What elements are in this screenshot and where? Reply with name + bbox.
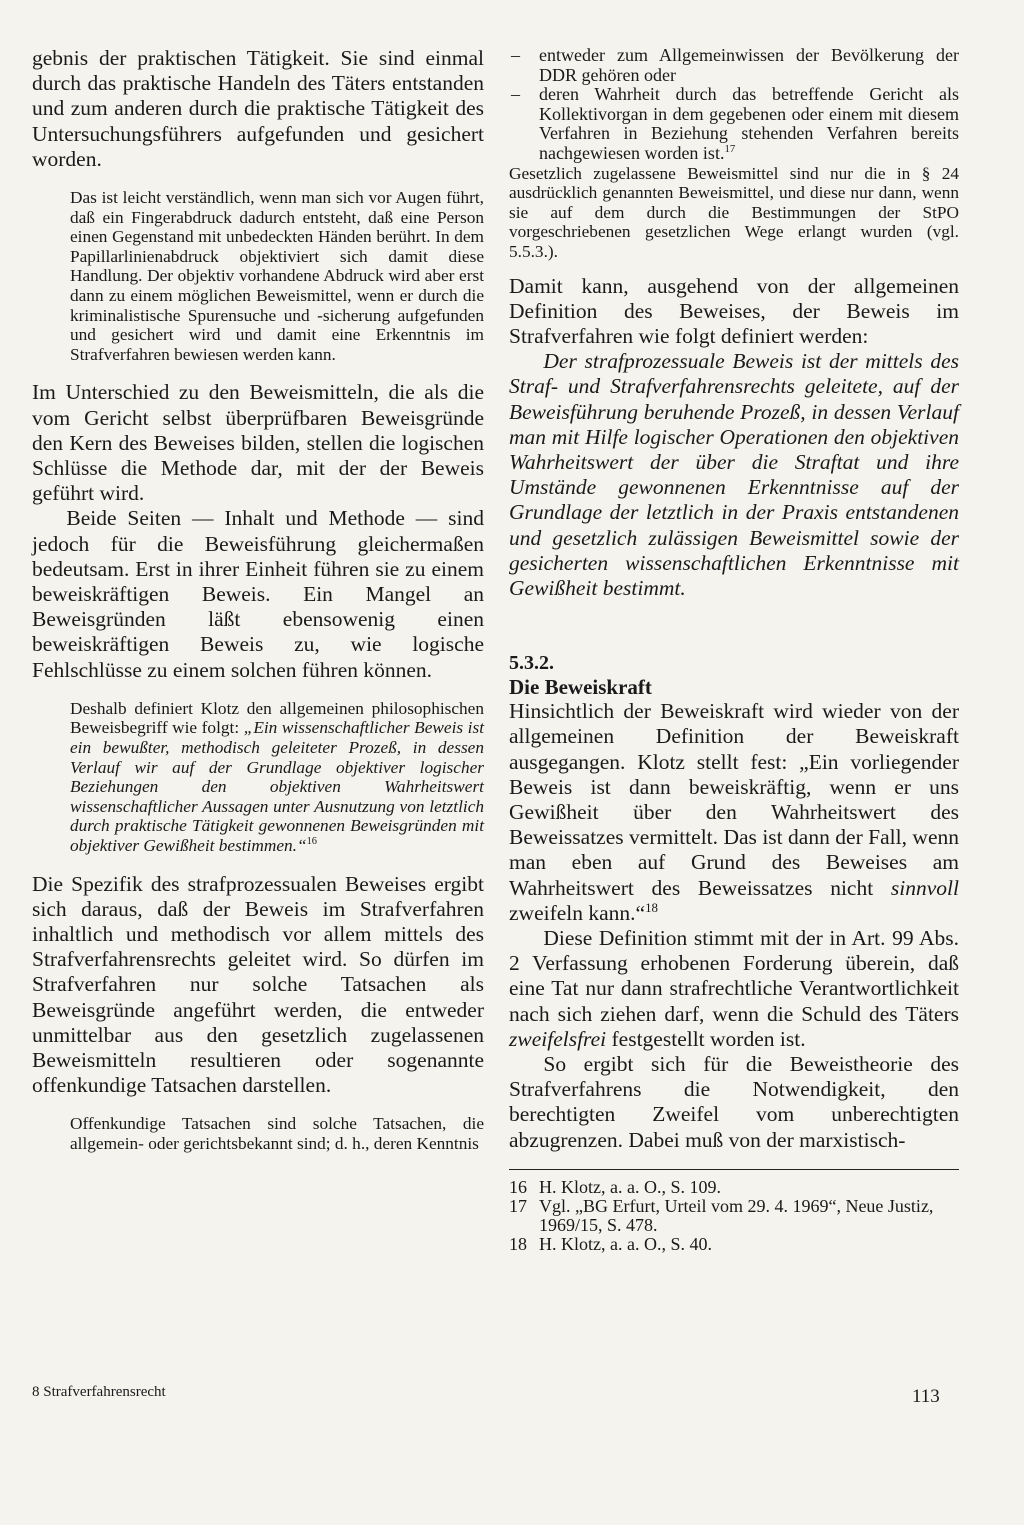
- left-note-offenkundig: Offenkundige Tatsachen sind solche Tatsachen, die allgemein- oder gerichtsbekannt sind; d. h., deren Kenntnis: [70, 1114, 484, 1153]
- footnotes: [509, 1178, 959, 1254]
- left-paragraph-3: Beide Seiten — Inhalt und Methode — sind jedoch für die Beweisführung gleichermaßen bedeutsam. Erst in ihrer Einheit führen sie zu einem beweiskräftigen Beweis. Ein Mangel an Beweisgründen läßt ebensowenig einen beweiskräftigen Beweis zu, wie logische Fehlschlüsse zu einem solchen führen können.: [32, 506, 484, 682]
- left-paragraph-2: Im Unterschied zu den Beweismitteln, die als die vom Gericht selbst überprüfbaren Beweisgründe den Kern des Beweises bilden, stellen die logischen Schlüsse die Methode dar, mit der der Beweis geführt wird.: [32, 380, 484, 506]
- criteria-list: [509, 46, 959, 164]
- footnote-17: 17 Vgl. „BG Erfurt, Urteil vom 29. 4. 1969“, Neue Justiz, 1969/15, S. 478.: [509, 1195, 934, 1235]
- footnote-16: 16 H. Klotz, a. a. O., S. 109.: [509, 1176, 721, 1197]
- left-column: [32, 46, 484, 1154]
- right-paragraph-1: Damit kann, ausgehend von der allgemeinen Definition des Beweises, der Beweis im Strafverfahren wie folgt definiert werden:: [509, 273, 959, 348]
- note-klotz-quote: „Ein wissenschaftlicher Beweis ist ein bewußter, methodisch geleiteter Prozeß, in dessen Verlauf wir auf der Grundlage objektiver logischer Beziehungen den objektiven Wahrheitswert wissenschaftlicher Aussagen unter Ausnutzung von letztlich durch praktische Tätigkeit gewonnenen Beweisgründen mit objektiver Gewißheit bestimmen.“: [70, 718, 484, 855]
- right-paragraph-4: So ergibt sich für die Beweistheorie des Strafverfahrens die Notwendigkeit, den berechtigten Zweifel vom unberechtigten abzugrenzen. Dabei muß von der marxistisch-: [509, 1052, 959, 1152]
- note-klotz-intro: Deshalb definiert Klotz den allgemeinen philosophischen Beweisbegriff wie folgt:: [70, 698, 484, 738]
- right-column: [509, 46, 959, 1254]
- list-item: – entweder zum Allgemeinwissen der Bevölkerung der DDR gehören oder: [511, 45, 959, 85]
- footnote-ref-17: 17: [724, 142, 736, 155]
- section-number: 5.3.2.: [509, 652, 554, 675]
- footnote-ref-18: 18: [645, 900, 658, 915]
- right-note-beweismittel: Gesetzlich zugelassene Beweismittel sind nur die in § 24 ausdrücklich genannten Beweismittel, und diese nur dann, wenn sie auf dem durch die Bestimmungen der StPO vorgeschriebenen gesetzlichen Wege erlangt wurden (vgl. 5.5.3.).: [509, 163, 959, 261]
- list-item: – deren Wahrheit durch das betreffende Gericht als Kollektivorgan in dem gegebenen oder einem mit diesem Verfahren in Beziehung stehenden Verfahren bereits nachgewiesen worden ist.$^{17}$: [511, 84, 959, 163]
- left-paragraph-1: gebnis der praktischen Tätigkeit. Sie sind einmal durch das praktische Handeln des Täters entstanden und zum anderen durch die praktische Tätigkeit des Untersuchungsführers aufgefunden und gesichert worden.: [32, 46, 484, 171]
- definition-paragraph: Der strafprozessuale Beweis ist der mittels des Straf- und Strafverfahrensrechts geleitete, auf der Beweisführung beruhende Prozeß, in dessen Verlauf man mit Hilfe logischer Operationen den objektiven Wahrheitswert der über die Straftat und ihre Umstände gewonnenen Erkenntnisse auf der Grundlage der letztlich in der Praxis entstandenen und gesetzlich zulässigen Beweismittel sowie der gesicherten wissenschaftlichen Erkenntnisse mit Gewißheit bestimmt.: [509, 349, 959, 600]
- section-title: Die Beweiskraft: [509, 675, 652, 700]
- page-number: 113: [912, 1386, 940, 1407]
- right-paragraph-2: Hinsichtlich der Beweiskraft wird wieder von der allgemeinen Definition der Beweiskraft ausgegangen. Klotz stellt fest: „Ein vorliegender Beweis ist dann beweiskräftig, wenn er uns Gewißheit über den Wahrheitswert des Beweissatzes vermittelt. Das ist dann der Fall, wenn man eben auf Grund des Beweises am Wahrheitswert des Beweissatzes nicht sinnvoll zweifeln kann.“$^{18}$: [509, 699, 959, 925]
- print-signature: 8 Strafverfahrensrecht: [32, 1384, 166, 1400]
- footnote-ref-16: 16: [306, 836, 317, 848]
- left-note-klotz: [70, 699, 484, 856]
- left-note-fingerprint: Das ist leicht verständlich, wenn man sich vor Augen führt, daß ein Fingerabdruck dadurch entsteht, daß eine Person einen Gegenstand mit unbedeckten Händen berührt. In dem Papillarlinienabdruck objektiviert sich damit diese Handlung. Der objektiv vorhandene Abdruck wird aber erst dann zu einem möglichen Beweismittel, wenn er durch die kriminalistische Spurensuche und -sicherung aufgefunden und gesichert wird und damit eine Erkenntnis im Strafverfahren bewiesen werden kann.: [70, 188, 484, 364]
- right-paragraph-3: Diese Definition stimmt mit der in Art. 99 Abs. 2 Verfassung erhobenen Forderung überein, daß eine Tat nur dann strafrechtliche Verantwortlichkeit nach sich ziehen darf, wenn die Schuld des Täters zweifelsfrei festgestellt worden ist.: [509, 926, 959, 1051]
- footnote-18: 18 H. Klotz, a. a. O., S. 40.: [509, 1233, 712, 1254]
- left-paragraph-4: Die Spezifik des strafprozessualen Beweises ergibt sich daraus, daß der Beweis im Strafverfahren inhaltlich und methodisch vor allem mittels des Strafverfahrensrechts geleitet wird. So dürfen im Strafverfahren nur solche Tatsachen als Beweisgründe angeführt werden, die entweder unmittelbar aus den gesetzlich zugelassenen Beweismitteln resultieren oder sogenannte offenkundige Tatsachen darstellen.: [32, 871, 484, 1098]
